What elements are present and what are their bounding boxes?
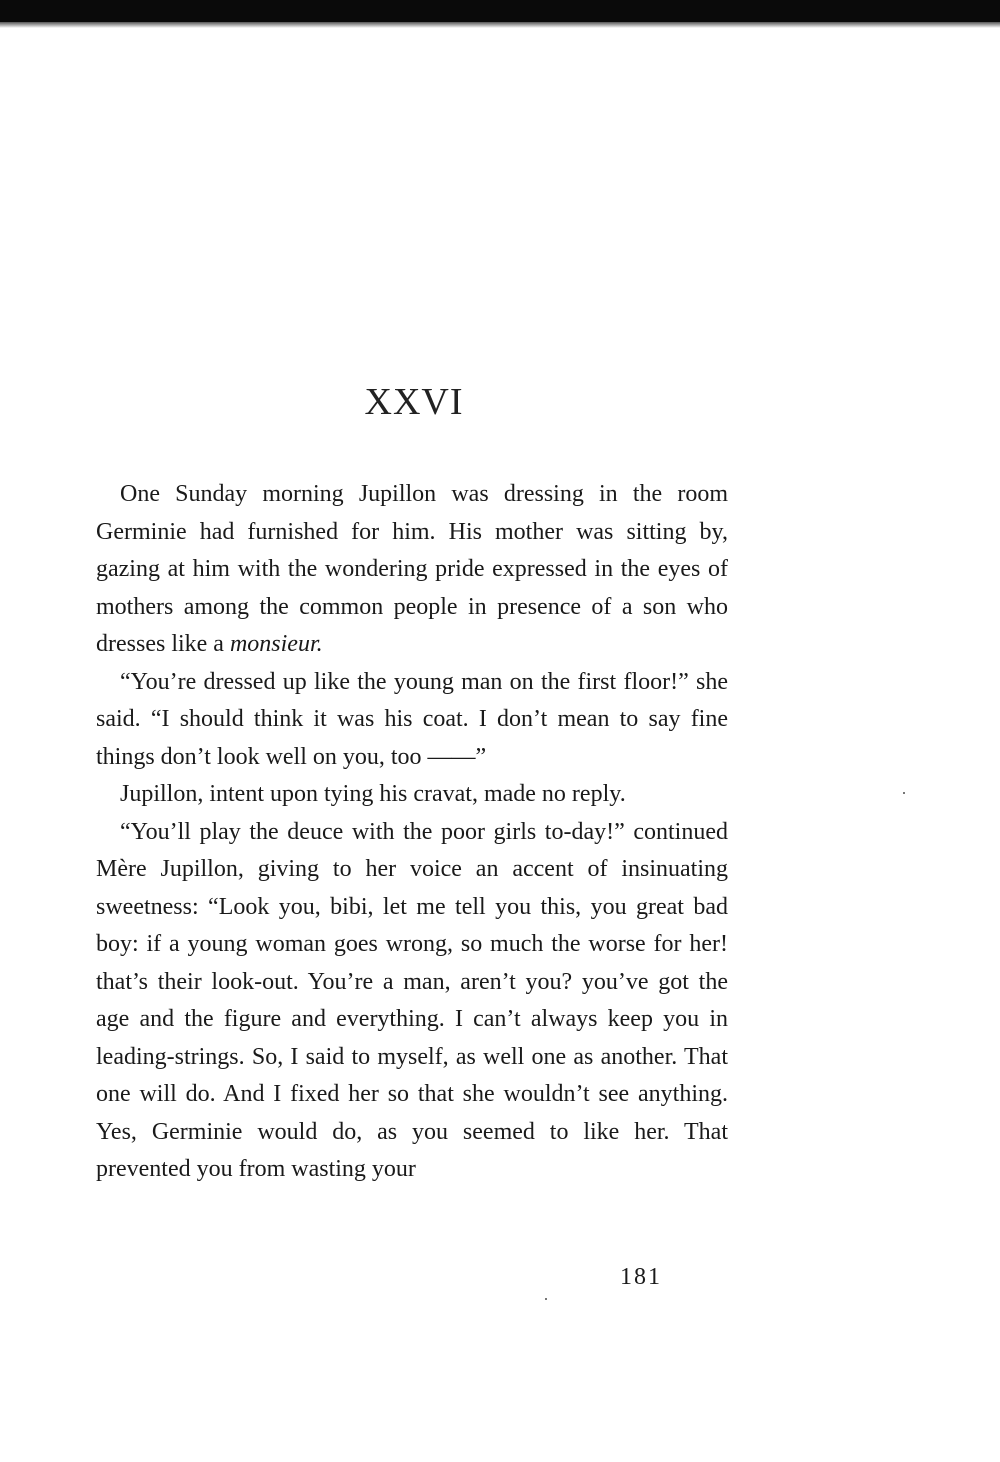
scan-border-top — [0, 0, 1000, 22]
paragraph-1-text: One Sunday morning Jupillon was dressing in the room Germinie had furnished for him. His mother was sitting by, gazing at him with the wondering pride expressed in the eyes of mothers among the common people in presence of a son who dresses like a — [96, 481, 728, 657]
chapter-heading: XXVI — [364, 381, 464, 423]
paragraph-4: “You’ll play the deuce with the poor girls to-day!” continued Mère Jupillon, giving to her voice an accent of insinuating sweetness: “Look you, bibi, let me tell you this, you great bad boy: if a young woman goes wrong, so much the worse for her! that’s their look-out. You’re a man, aren’t you? you’ve got the age and the figure and everything. I can’t always keep you in leading-strings. So, I said to myself, as well one as another. That one will do. And I fixed her so that she wouldn’t see anything. Yes, Germinie would do, as you seemed to like her. That prevented you from wasting your — [96, 818, 728, 1182]
paragraph-3: Jupillon, intent upon tying his cravat, made no reply. — [120, 781, 626, 807]
scan-border-edge — [0, 22, 1000, 28]
paragraph-2: “You’re dressed up like the young man on the first floor!” she said. “I should think it was his coat. I don’t mean to say fine things don’t look well on you, too ——” — [96, 668, 728, 770]
page-number: 181 — [620, 1264, 662, 1290]
paragraph-1-italic: monsieur. — [229, 631, 323, 657]
paragraph-1 — [96, 476, 728, 664]
scan-speck — [903, 792, 905, 794]
body-text — [96, 476, 728, 1189]
scan-speck — [545, 1298, 547, 1300]
